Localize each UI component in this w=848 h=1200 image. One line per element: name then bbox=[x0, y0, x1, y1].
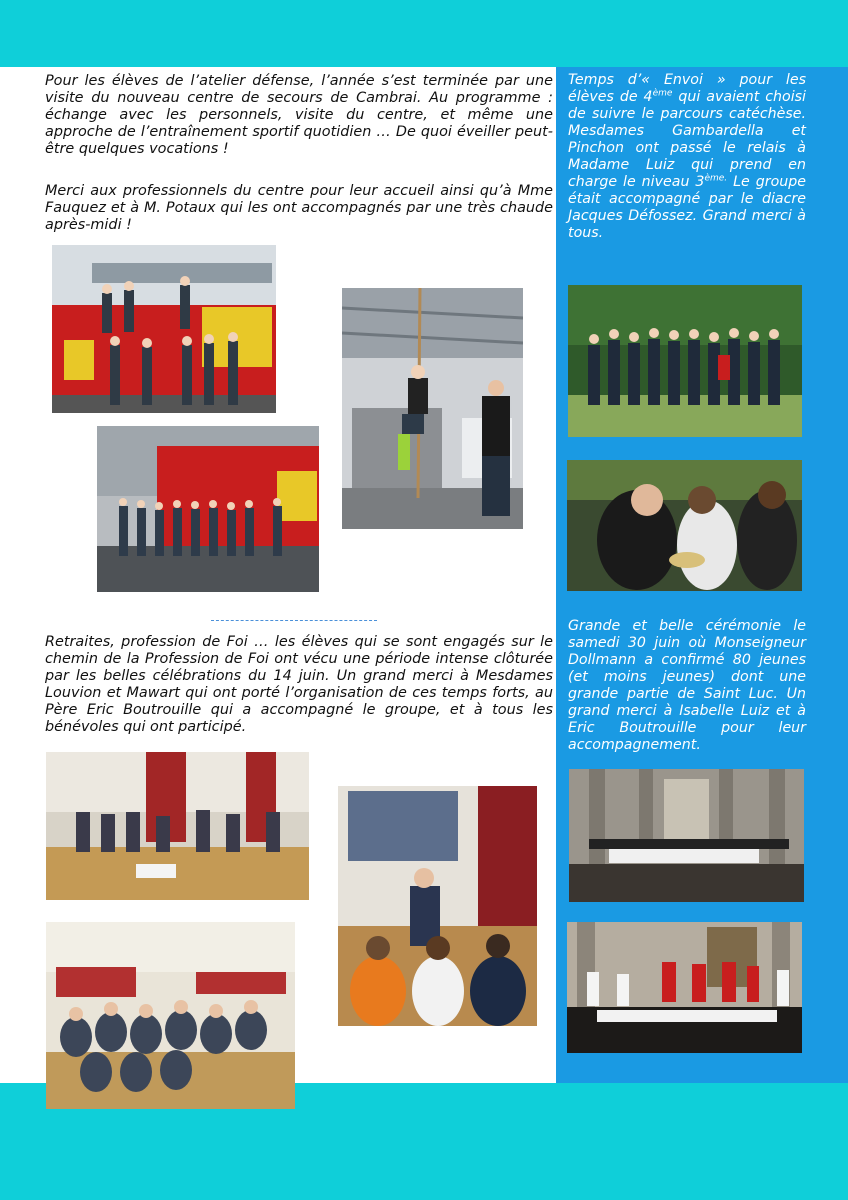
photo-retreat-floor-group bbox=[46, 922, 295, 1109]
photo-fire-truck-group bbox=[52, 245, 276, 413]
photo-confirmation-altar bbox=[567, 922, 802, 1053]
photo-retreat-classroom bbox=[46, 752, 309, 900]
defense-thanks-paragraph: Merci aux professionnels du centre pour leur accueil ainsi qu’à Mme Fauquez et à M. Potaux qui les ont accompagnés par une très chaude après-midi ! bbox=[45, 183, 553, 233]
top-color-band bbox=[0, 0, 848, 67]
confirmation-paragraph: Grande et belle cérémonie le samedi 30 juin où Monseigneur Dollmann a confirmé 80 jeunes (et moins jeunes) dont une grande partie de Saint Luc. Un grand merci à Isabelle Luiz et à Eric Boutrouille pour leur accompagnement. bbox=[568, 618, 806, 753]
photo-rope-climb bbox=[342, 288, 523, 529]
defense-intro-paragraph: Pour les élèves de l’atelier défense, l’année s’est terminée par une visite du nouveau centre de secours de Cambrai. Au programme : échange avec les personnels, visite du centre, et même une approche de l’entraînement sportif quotidien … De quoi éveiller peut-être quelques vocations ! bbox=[45, 73, 553, 157]
photo-envoi-group-outdoor bbox=[568, 285, 802, 437]
section-divider bbox=[211, 620, 377, 621]
photo-fire-station-group bbox=[97, 426, 319, 592]
photo-speaker-hall bbox=[338, 786, 537, 1026]
envoi-paragraph: Temps d’« Envoi » pour les élèves de 4ème qui avaient choisi de suivre le parcours catéchèse. Mesdames Gambardella et Pinchon ont passé le relais à Madame Luiz qui prend en charge le niveau $3^{ème.}$ Le groupe était accompagné par le diacre Jacques Défossez. Grand merci à tous. bbox=[568, 72, 806, 241]
profession-foi-paragraph: Retraites, profession de Foi … les élèves qui se sont engagés sur le chemin de la Profession de Foi ont vécu une période intense clôturée par les belles célébrations du 14 juin. Un grand merci à Mesdames Louvion et Mawart qui ont porté l’organisation de ces temps forts, au Père Eric Boutrouille qui a accompagné le groupe, et à tous les bénévoles qui ont participé. bbox=[45, 634, 553, 735]
photo-envoi-ceremony bbox=[567, 460, 802, 591]
photo-cathedral-nave bbox=[569, 769, 804, 902]
